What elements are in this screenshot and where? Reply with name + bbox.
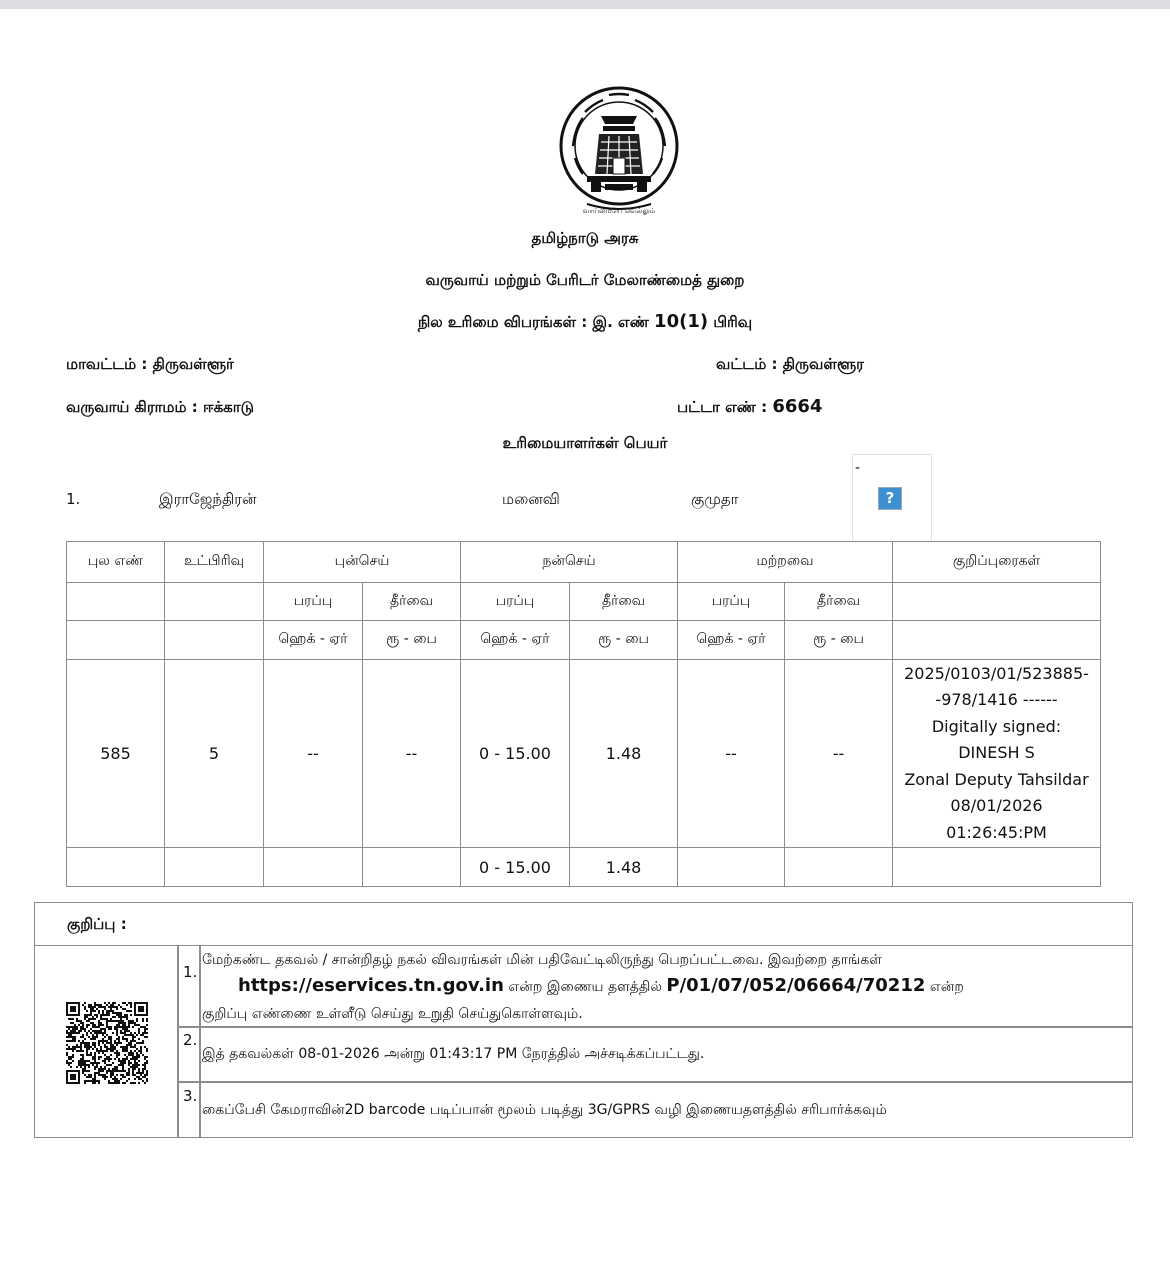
note-number: 3. xyxy=(183,1087,198,1105)
divider xyxy=(177,1081,1132,1083)
total-wet-tax: 1.48 xyxy=(570,848,678,887)
dry-area-header: பரப்பு xyxy=(264,583,363,621)
dry-tax-cell: -- xyxy=(363,660,461,848)
eservices-link[interactable]: https://eservices.tn.gov.in xyxy=(238,975,504,996)
district-row xyxy=(66,355,234,375)
village-label: வருவாய் கிராமம் : xyxy=(66,398,198,416)
wet-tax-unit: ரூ - பை xyxy=(570,621,678,660)
reference-number: P/01/07/052/06664/70212 xyxy=(666,975,926,996)
tamil-nadu-emblem-icon xyxy=(557,86,681,220)
notes-header xyxy=(35,903,1132,946)
dry-tax-unit: ரூ - பை xyxy=(363,621,461,660)
remarks-line: Digitally signed: xyxy=(931,716,1062,736)
remarks-line: 2025/0103/01/523885- xyxy=(904,663,1089,683)
wet-tax-header: தீர்வை xyxy=(570,583,678,621)
remarks-line: 08/01/2026 xyxy=(950,796,1043,816)
note-2-text: இத் தகவல்கள் 08-01-2026 அன்று 01:43:17 PM நேரத்தில் அச்சடிக்கப்பட்டது. xyxy=(202,1046,705,1062)
wet-area-cell: 0 - 15.00 xyxy=(461,660,570,848)
col-subdivision: உட்பிரிவு xyxy=(165,542,264,583)
village-value: ஈக்காடு xyxy=(203,398,255,416)
col-survey-no: புல எண் xyxy=(67,542,165,583)
wet-tax-cell: 1.48 xyxy=(570,660,678,848)
table-header-row xyxy=(67,542,1101,583)
remarks-cell xyxy=(893,660,1101,848)
title-prefix: நில உரிமை விபரங்கள் : இ. எண் xyxy=(417,313,649,331)
table-total-row xyxy=(67,848,1101,887)
village-row xyxy=(66,398,254,418)
title-number: 10(1) xyxy=(654,311,709,332)
table-subheader-row xyxy=(67,583,1101,621)
note-1-after-ref: என்ற xyxy=(929,979,964,995)
notes-box xyxy=(34,902,1133,1138)
subdivision-cell: 5 xyxy=(165,660,264,848)
col-dry-land: புன்செய் xyxy=(264,542,461,583)
remarks-line: DINESH S xyxy=(958,743,1035,763)
notes-heading: குறிப்பு : xyxy=(67,915,127,933)
dry-tax-header: தீர்வை xyxy=(363,583,461,621)
qr-code-icon xyxy=(66,1002,148,1084)
wet-area-unit: ஹெக் - ஏர் xyxy=(461,621,570,660)
other-tax-unit: ரூ - பை xyxy=(785,621,893,660)
department-name: வருவாய் மற்றும் பேரிடர் மேலாண்மைத் துறை xyxy=(425,271,745,289)
wet-area-header: பரப்பு xyxy=(461,583,570,621)
divider xyxy=(199,945,201,1138)
help-icon[interactable]: ? xyxy=(878,487,902,510)
remarks-line: Zonal Deputy Tahsildar xyxy=(904,769,1089,789)
note-number: 2. xyxy=(183,1031,198,1049)
district-label: மாவட்டம் : xyxy=(66,355,148,373)
title-suffix: பிரிவு xyxy=(713,313,753,331)
table-row xyxy=(67,660,1101,848)
survey-no-cell: 585 xyxy=(67,660,165,848)
top-bar xyxy=(0,0,1170,9)
government-name: தமிழ்நாடு அரசு xyxy=(531,229,639,247)
remarks-line: -978/1416 ------ xyxy=(935,690,1058,710)
col-wet-land: நன்செய் xyxy=(461,542,678,583)
table-units-row xyxy=(67,621,1101,660)
other-area-cell: -- xyxy=(678,660,785,848)
note-3-text: கைப்பேசி கேமராவின்2D barcode படிப்பான் மூலம் படித்து 3G/GPRS வழி இணையதளத்தில் சரிபார்க்கவும் xyxy=(202,1102,887,1118)
owner-name: இராஜேந்திரன் xyxy=(159,490,257,508)
district-value: திருவள்ளூர் xyxy=(152,355,234,373)
divider xyxy=(177,1026,1132,1028)
total-wet-area: 0 - 15.00 xyxy=(461,848,570,887)
patta-row xyxy=(677,396,822,418)
dry-area-cell: -- xyxy=(264,660,363,848)
other-tax-header: தீர்வை xyxy=(785,583,893,621)
divider xyxy=(177,945,179,1138)
other-area-unit: ஹெக் - ஏர் xyxy=(678,621,785,660)
taluk-row xyxy=(716,355,864,375)
col-remarks: குறிப்புரைகள் xyxy=(893,542,1101,583)
other-tax-cell: -- xyxy=(785,660,893,848)
owner-dash: - xyxy=(855,460,861,476)
note-1-line-3: குறிப்பு எண்ணை உள்ளீடு செய்து உறுதி செய்துகொள்ளவும். xyxy=(202,1006,583,1022)
note-1-line-1: மேற்கண்ட தகவல் / சான்றிதழ் நகல் விவரங்கள் மின் பதிவேட்டிலிருந்து பெறப்பட்டவை. இவற்றை தாங்கள் xyxy=(202,952,882,968)
land-details-table xyxy=(66,541,1101,887)
dry-area-unit: ஹெக் - ஏர் xyxy=(264,621,363,660)
taluk-value: திருவள்ளூர xyxy=(782,355,864,373)
note-1-line-2 xyxy=(238,975,964,997)
owner-relation: மனைவி xyxy=(502,490,560,508)
col-others: மற்றவை xyxy=(678,542,893,583)
taluk-label: வட்டம் : xyxy=(716,355,778,373)
note-number: 1. xyxy=(183,963,198,981)
patta-value: 6664 xyxy=(772,396,823,417)
patta-label: பட்டா எண் : xyxy=(677,398,768,416)
svg-text:வாய்மையே வெல்லும்: வாய்மையே வெல்லும் xyxy=(582,207,656,215)
other-area-header: பரப்பு xyxy=(678,583,785,621)
owners-heading: உரிமையாளர்கள் பெயர் xyxy=(502,434,668,452)
note-1-mid: என்ற இணைய தளத்தில் xyxy=(508,979,662,995)
owner-relative-name: குமுதா xyxy=(691,490,739,508)
remarks-line: 01:26:45:PM xyxy=(946,822,1047,842)
page-title xyxy=(0,311,1170,333)
owner-serial: 1. xyxy=(66,490,81,508)
